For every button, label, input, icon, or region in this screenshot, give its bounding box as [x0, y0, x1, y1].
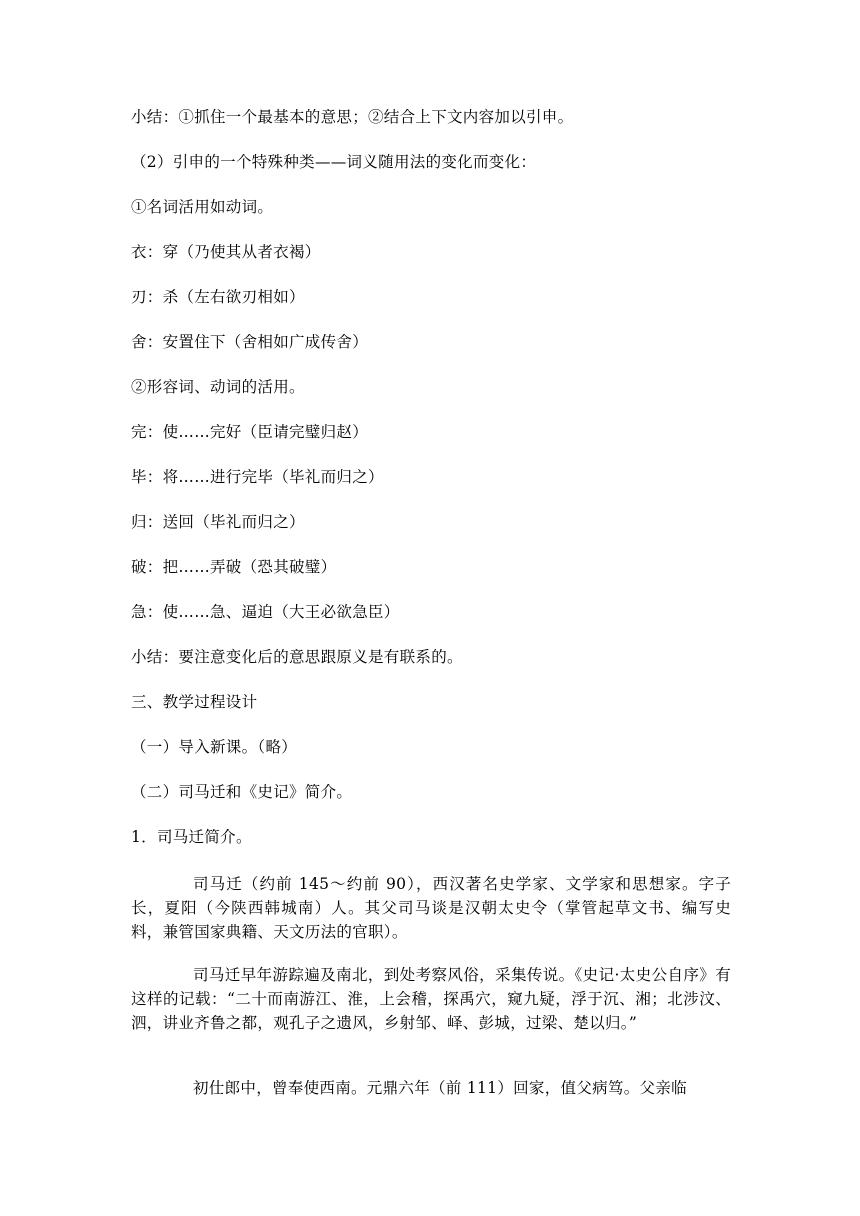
- paragraph-bio-3: 初仕郎中，曾奉使西南。元鼎六年（前 111）回家，值父病笃。父亲临: [193, 1079, 687, 1097]
- summary-line-1: 小结：①抓住一个最基本的意思；②结合上下文内容加以引申。: [131, 108, 574, 126]
- example-line-ren: 刃：杀（左右欲刃相如）: [131, 288, 305, 306]
- summary-line-2: 小结：要注意变化后的意思跟原义是有联系的。: [131, 648, 463, 666]
- example-line-ji: 急：使……急、逼迫（大王必欲急臣）: [131, 603, 400, 621]
- subheading-sima-qian-shiji: （二）司马迁和《史记》简介。: [131, 783, 353, 801]
- example-line-wan: 完：使……完好（臣请完璧归赵）: [131, 423, 369, 441]
- subheading-introduction: （一）导入新课。（略）: [131, 738, 298, 756]
- paragraph-bio-2: 司马迁早年游踪遍及南北，到处考察风俗，采集传说。《史记·太史公自序》有这样的记载：“二十而南游江、淮，上会稽，探禹穴，窥九疑，浮于沉、湘；北涉汶、泗，讲业齐鲁之都，观孔子之遗风，乡射邹、峄、彭城，过梁、楚以归。”: [131, 966, 731, 1032]
- example-line-she: 舍：安置住下（舍相如广成传舍）: [131, 333, 369, 351]
- subheading-noun-as-verb: ①名词活用如动词。: [131, 198, 274, 216]
- subheading-sima-qian-bio: 1．司马迁简介。: [131, 828, 252, 846]
- example-line-yi: 衣：穿（乃使其从者衣褐）: [131, 243, 321, 261]
- paragraph-bio-1: 司马迁（约前 145～约前 90），西汉著名史学家、文学家和思想家。字子长，夏阳（今陕西韩城南）人。其父司马谈是汉朝太史令（掌管起草文书、编写史料，兼管国家典籍、天文历法的官职）。: [131, 875, 731, 941]
- subheading-adjective-verb: ②形容词、动词的活用。: [131, 378, 305, 396]
- section-heading-extension: （2）引申的一个特殊种类——词义随用法的变化而变化：: [131, 153, 537, 171]
- example-line-bi: 毕：将……进行完毕（毕礼而归之）: [131, 468, 384, 486]
- example-line-po: 破：把……弄破（恐其破璧）: [131, 558, 337, 576]
- section-heading-teaching-process: 三、教学过程设计: [131, 693, 258, 711]
- example-line-gui: 归：送回（毕礼而归之）: [131, 513, 305, 531]
